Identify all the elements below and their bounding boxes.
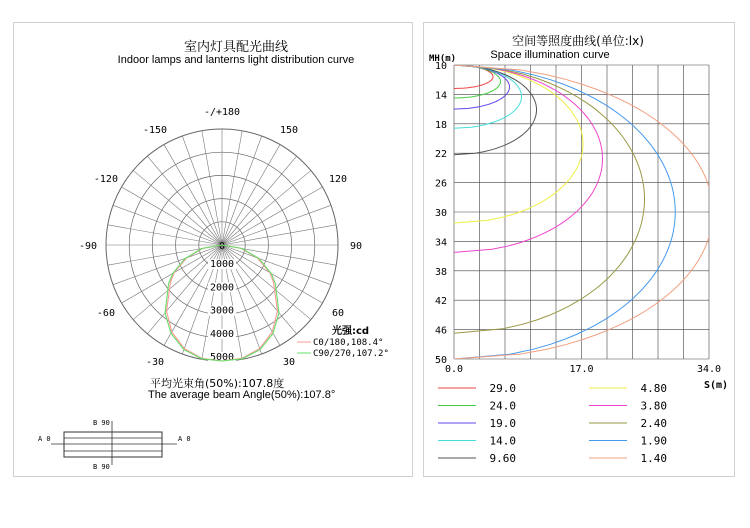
ab-diagram xyxy=(38,419,191,471)
polar-unit-label: 光强:cd xyxy=(332,326,370,337)
isolux-legend-label: 24.0 xyxy=(489,399,516,413)
polar-legend-label: C90/270,107.2° xyxy=(313,349,389,359)
polar-ring-label: 4000 xyxy=(209,328,235,340)
isolux-y-axis-label: MH(m) xyxy=(429,54,457,64)
isolux-curve-9.60 xyxy=(454,65,537,155)
isolux-y-tick: 46 xyxy=(435,325,448,337)
isolux-y-tick: 42 xyxy=(435,296,448,308)
polar-angle-label: -120 xyxy=(93,174,118,185)
isolux-y-tick: 30 xyxy=(435,208,448,219)
polar-angle-label: 60 xyxy=(332,308,345,319)
isolux-x-tick: 34.0 xyxy=(696,364,722,375)
isolux-y-tick: 10 xyxy=(435,61,448,72)
polar-ring-label: 3000 xyxy=(209,305,235,317)
isolux-legend-label: 29.0 xyxy=(489,382,516,395)
isolux-legend xyxy=(438,382,667,465)
polar-angle-label: 0 xyxy=(218,241,226,252)
isolux-title-cn: 空间等照度曲线(单位:lx) xyxy=(512,34,644,48)
polar-title-en: Indoor lamps and lanterns light distribution curve xyxy=(117,54,355,66)
beam-angle-en: The average beam Angle(50%):107.8° xyxy=(148,389,336,401)
isolux-y-tick: 22 xyxy=(435,149,448,161)
isolux-legend-label: 4.80 xyxy=(640,382,667,395)
isolux-legend-label: 14.0 xyxy=(489,434,516,448)
beam-angle-cn: 平均光束角(50%):107.8度 xyxy=(150,377,285,390)
polar-legend-label: C0/180,108.4° xyxy=(313,338,384,348)
polar-angle-label: 90 xyxy=(349,241,363,252)
isolux-y-tick: 14 xyxy=(435,90,448,102)
polar-angle-label: -30 xyxy=(145,357,165,369)
polar-angle-label: 120 xyxy=(329,174,348,185)
isolux-legend-label: 2.40 xyxy=(640,417,667,430)
isolux-curve-14.0 xyxy=(454,65,522,128)
isolux-y-tick: 38 xyxy=(435,266,448,278)
isolux-y-tick: 50 xyxy=(435,355,448,366)
ab-diagram-box xyxy=(64,432,162,457)
isolux-grid xyxy=(454,65,709,359)
isolux-y-tick: 18 xyxy=(435,119,448,131)
isolux-legend-label: 1.90 xyxy=(640,434,667,448)
isolux-y-tick: 26 xyxy=(435,178,448,190)
isolux-panel xyxy=(423,22,735,477)
ab-label-b90-top: B 90 xyxy=(93,419,110,427)
isolux-curve-24.0 xyxy=(454,65,501,98)
isolux-legend-label: 3.80 xyxy=(640,399,667,413)
polar-chart xyxy=(14,23,414,478)
isolux-legend-label: 1.40 xyxy=(640,452,667,465)
isolux-x-tick: 17.0 xyxy=(569,364,594,375)
polar-angle-label: 30 xyxy=(282,357,296,369)
polar-ring-label: 1000 xyxy=(209,259,235,271)
isolux-title-en: Space illumination curve xyxy=(490,49,610,61)
isolux-x-tick: 0.0 xyxy=(444,364,464,375)
polar-panel xyxy=(13,22,413,477)
isolux-y-tick: 34 xyxy=(435,237,448,249)
isolux-x-ticks xyxy=(445,364,721,375)
polar-angle-label: -150 xyxy=(142,124,168,136)
isolux-curve-19.0 xyxy=(454,65,510,109)
isolux-y-ticks xyxy=(435,61,447,366)
polar-angle-label: 150 xyxy=(279,124,299,136)
isolux-curve-2.40 xyxy=(454,65,645,333)
ab-label-a0-right: A 0 xyxy=(178,435,191,443)
ab-label-b90-bottom: B 90 xyxy=(93,463,110,471)
ab-label-a0-left: A 0 xyxy=(38,435,51,443)
isolux-curve-4.80 xyxy=(454,65,583,223)
polar-angle-label: -60 xyxy=(96,308,115,319)
isolux-legend-label: 19.0 xyxy=(489,417,516,430)
polar-legend xyxy=(297,338,389,359)
isolux-x-axis-label: S(m) xyxy=(704,380,729,391)
polar-ring-label: 5000 xyxy=(209,352,235,363)
isolux-chart xyxy=(424,23,736,478)
polar-angle-label: -/+180 xyxy=(203,107,241,118)
polar-title-cn: 室内灯具配光曲线 xyxy=(183,40,289,55)
polar-angle-label: -90 xyxy=(78,241,98,252)
polar-ring-label: 2000 xyxy=(209,282,235,294)
isolux-legend-label: 9.60 xyxy=(489,452,516,465)
